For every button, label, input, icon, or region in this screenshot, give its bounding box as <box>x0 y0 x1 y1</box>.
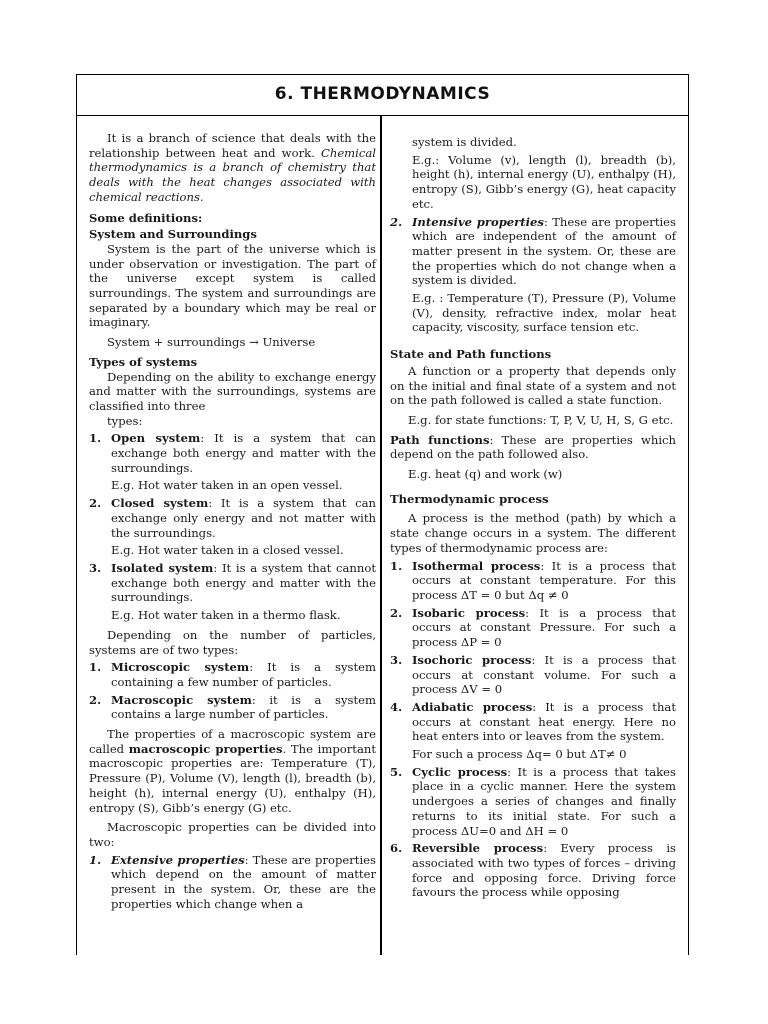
list-item-isothermal-process: 1. Isothermal process: It is a process that occurs at constant temperature. For this process ΔT = 0 but Δq ≠ 0 <box>390 558 676 602</box>
heading-types-of-systems: Types of systems <box>89 354 198 369</box>
term-macroscopic-properties: macroscopic properties <box>128 741 283 756</box>
intro-paragraph <box>89 131 376 205</box>
left-column <box>89 131 376 911</box>
types-paragraph: Depending on the ability to exchange energy and matter with the surroundings, systems are classified into three <box>89 369 376 413</box>
term-extensive-properties: Extensive properties <box>111 852 245 867</box>
list-item-macroscopic-system: 2. Macroscopic system: it is a system contains a large number of particles. <box>89 692 376 722</box>
path-function-example: E.g. heat (q) and work (w) <box>408 467 563 482</box>
right-column <box>390 131 676 900</box>
path-function-paragraph: Path functions: These are properties which depend on the path followed also. <box>390 432 677 462</box>
term-isobaric-process: Isobaric process <box>412 605 526 620</box>
list-item-open-system: 1. Open system: It is a system that can exchange both energy and matter with the surroundings. <box>89 431 377 475</box>
term-open-system: Open system <box>111 431 201 446</box>
term-path-functions: Path functions <box>390 432 490 447</box>
list-item-cyclic-process: 5. Cyclic process: It is a process that takes place in a cyclic manner. Here the system undergoes a series of changes and finally returns to its initial state. For such a process ΔU=0 and ΔH = 0 <box>390 764 676 838</box>
term-microscopic-system: Microscopic system <box>111 660 250 675</box>
term-closed-system: Closed system <box>111 496 209 511</box>
heading-some-definitions: Some definitions: <box>89 210 203 225</box>
page-title: 6. THERMODYNAMICS <box>274 84 491 104</box>
list-item-isolated-system: 3. Isolated system: It is a system that cannot exchange both energy and matter with the surroundings. <box>89 560 377 605</box>
system-paragraph: System is the part of the universe which is under observation or investigation. The part of the universe except system is called surroundings. The system and surroundings are separated by a boundary which may be real or imaginary. <box>89 241 376 330</box>
term-adiabatic-process: Adiabatic process <box>412 699 533 714</box>
open-system-example: E.g. Hot water taken in an open vessel. <box>111 478 343 493</box>
types-paragraph-end: types: <box>107 413 143 428</box>
continued-text: system is divided. <box>412 135 517 149</box>
closed-system-example: E.g. Hot water taken in a closed vessel. <box>111 543 344 558</box>
heading-thermodynamic-process: Thermodynamic process <box>390 491 549 506</box>
intro-text: It is a branch of science that deals with the relationship between heat and work. <box>89 131 376 160</box>
column-divider <box>380 115 382 955</box>
extensive-example: E.g.: Volume (v), length (l), breadth (b), height (h), internal energy (U), enthalpy (H), entropy (S), Gibb’s energy (G), heat capacity etc. <box>412 152 676 211</box>
system-equation: System + surroundings → Universe <box>107 335 316 350</box>
term-isothermal-process: Isothermal process <box>412 558 541 573</box>
heading-state-path-functions: State and Path functions <box>390 347 552 362</box>
list-item-intensive-properties: 2. Intensive properties: These are properties which are independent of the amount of matter present in the system. Or, these are the properties which do not change when a system is divided. <box>390 214 676 288</box>
list-item-reversible-process: 6. Reversible process: Every process is associated with two types of forces – driving force and opposing force. Driving force favours the process while opposing <box>390 841 676 900</box>
term-macroscopic-system: Macroscopic system <box>111 692 252 707</box>
term-intensive-properties: Intensive properties <box>412 214 544 229</box>
list-item-closed-system: 2. Closed system: It is a system that can exchange only energy and not matter with the surroundings. <box>89 496 376 540</box>
state-function-paragraph: A function or a property that depends only on the initial and final state of a system and not on the path followed is called a state function. <box>390 363 676 408</box>
title-box <box>76 74 689 116</box>
intensive-example: E.g. : Temperature (T), Pressure (P), Volume (V), density, refractive index, molar heat capacity, viscosity, surface tension etc. <box>412 291 676 335</box>
list-item-isobaric-process: 2. Isobaric process: It is a process that occurs at constant Pressure. For such a process ΔP = 0 <box>390 605 676 650</box>
process-paragraph: A process is the method (path) by which a state change occurs in a system. The different types of thermodynamic process are: <box>390 511 676 555</box>
adiabatic-example: For such a process Δq= 0 but ΔT≠ 0 <box>412 747 627 762</box>
list-item-adiabatic-process: 4. Adiabatic process: It is a process that occurs at constant heat energy. Here no heat enters into or leaves from the system. <box>390 699 676 744</box>
divided-paragraph: Macroscopic properties can be divided into two: <box>89 820 376 849</box>
list-item-extensive-properties: 1. Extensive properties: These are properties which depend on the amount of matter present in the system. Or, these are the properties which change when a <box>89 852 376 911</box>
term-reversible-process: Reversible process <box>412 841 544 856</box>
properties-paragraph: The properties of a macroscopic system are called macroscopic properties. The important macroscopic properties are: Temperature (T), Pressure (P), Volume (V), length (l), breadth (b), height (h), internal energy (U), enthalpy (H), entropy (S), Gibb’s energy (G) etc. <box>89 727 376 815</box>
state-function-example: E.g. for state functions: T, P, V, U, H, S, G etc. <box>408 412 674 427</box>
list-item-isochoric-process: 3. Isochoric process: It is a process that occurs at constant volume. For such a process ΔV = 0 <box>390 652 676 697</box>
isolated-system-example: E.g. Hot water taken in a thermo flask. <box>111 608 341 623</box>
particles-paragraph: Depending on the number of particles, systems are of two types: <box>89 627 376 657</box>
term-isolated-system: Isolated system <box>111 560 214 575</box>
term-isochoric-process: Isochoric process <box>412 652 532 667</box>
heading-system-surroundings: System and Surroundings <box>89 227 257 242</box>
list-item-microscopic-system: 1. Microscopic system: It is a system containing a few number of particles. <box>89 660 376 689</box>
term-cyclic-process: Cyclic process <box>412 764 508 779</box>
intro-italic-text: Chemical thermodynamics is a branch of chemistry that deals with the heat changes associated with chemical reactions. <box>89 145 376 204</box>
